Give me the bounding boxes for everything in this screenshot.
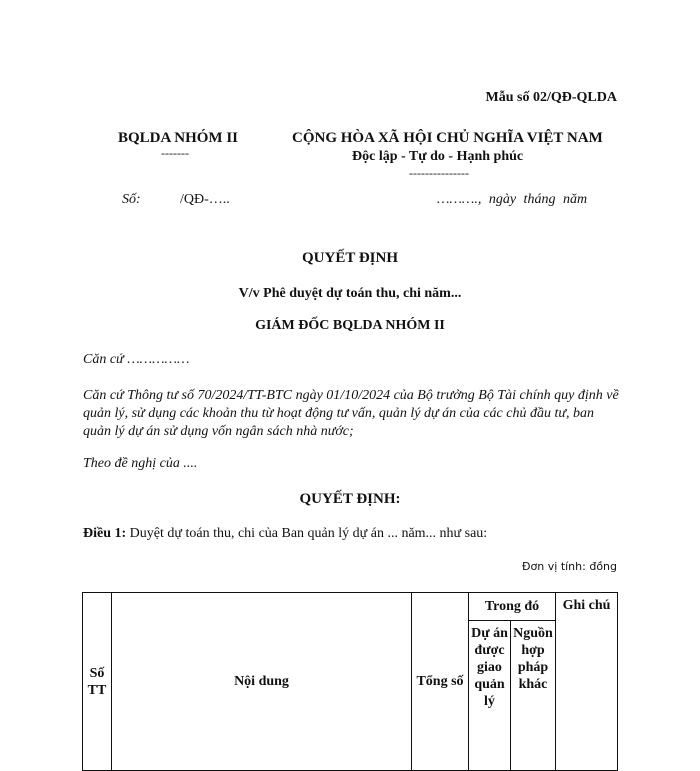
form-code: Mẫu số 02/QĐ-QLDA: [485, 90, 617, 105]
place-date-line: ………., ngày tháng năm: [437, 192, 588, 207]
document-title: QUYẾT ĐỊNH: [302, 250, 398, 266]
document-subject: V/v Phê duyệt dự toán thu, chi năm...: [238, 286, 462, 301]
document-number-label: Số:: [122, 192, 141, 207]
motto-underline: ---------------: [409, 166, 469, 180]
article-1: [83, 526, 487, 542]
article-1-text: Duyệt dự toán thu, chi của Ban quản lý dự án ... năm... như sau:: [129, 526, 488, 541]
unit-note: Đơn vị tính: đồng: [522, 560, 617, 573]
article-1-label: Điều 1:: [83, 526, 127, 541]
header-assigned-projects: Dự án được giao quản lý: [469, 621, 511, 771]
budget-table: [82, 592, 618, 771]
decision-heading: QUYẾT ĐỊNH:: [299, 491, 401, 507]
legal-basis-2: Căn cứ Thông tư số 70/2024/TT-BTC ngày 01/10/2024 của Bộ trưởng Bộ Tài chính quy định về quản lý, sử dụng các khoản thu từ hoạt động tư vấn, quản lý dự án của các chủ đầu tư, ban quản lý dự án sử dụng vốn ngân sách nhà nước;: [83, 388, 619, 439]
proposal-line: Theo đề nghị của ....: [83, 456, 198, 471]
header-group-of-which: Trong đó: [469, 593, 556, 621]
header-content: Nội dung: [112, 593, 412, 771]
table-header-row-1: [83, 593, 618, 621]
header-note: Ghi chú: [556, 593, 618, 771]
legal-basis-1: Căn cứ ……………: [83, 352, 190, 367]
issuing-authority: GIÁM ĐỐC BQLDA NHÓM II: [255, 318, 445, 333]
header-no: Số TT: [83, 593, 112, 771]
organization-name: BQLDA NHÓM II: [118, 130, 239, 146]
header-total: Tổng số: [412, 593, 469, 771]
national-title: CỘNG HÒA XÃ HỘI CHỦ NGHĨA VIỆT NAM: [292, 130, 603, 146]
national-motto: Độc lập - Tự do - Hạnh phúc: [352, 149, 524, 164]
document-number-code: /QĐ-…..: [180, 192, 230, 207]
header-other-legal-sources: Nguồn hợp pháp khác: [511, 621, 556, 771]
organization-underline: -------: [161, 146, 189, 160]
